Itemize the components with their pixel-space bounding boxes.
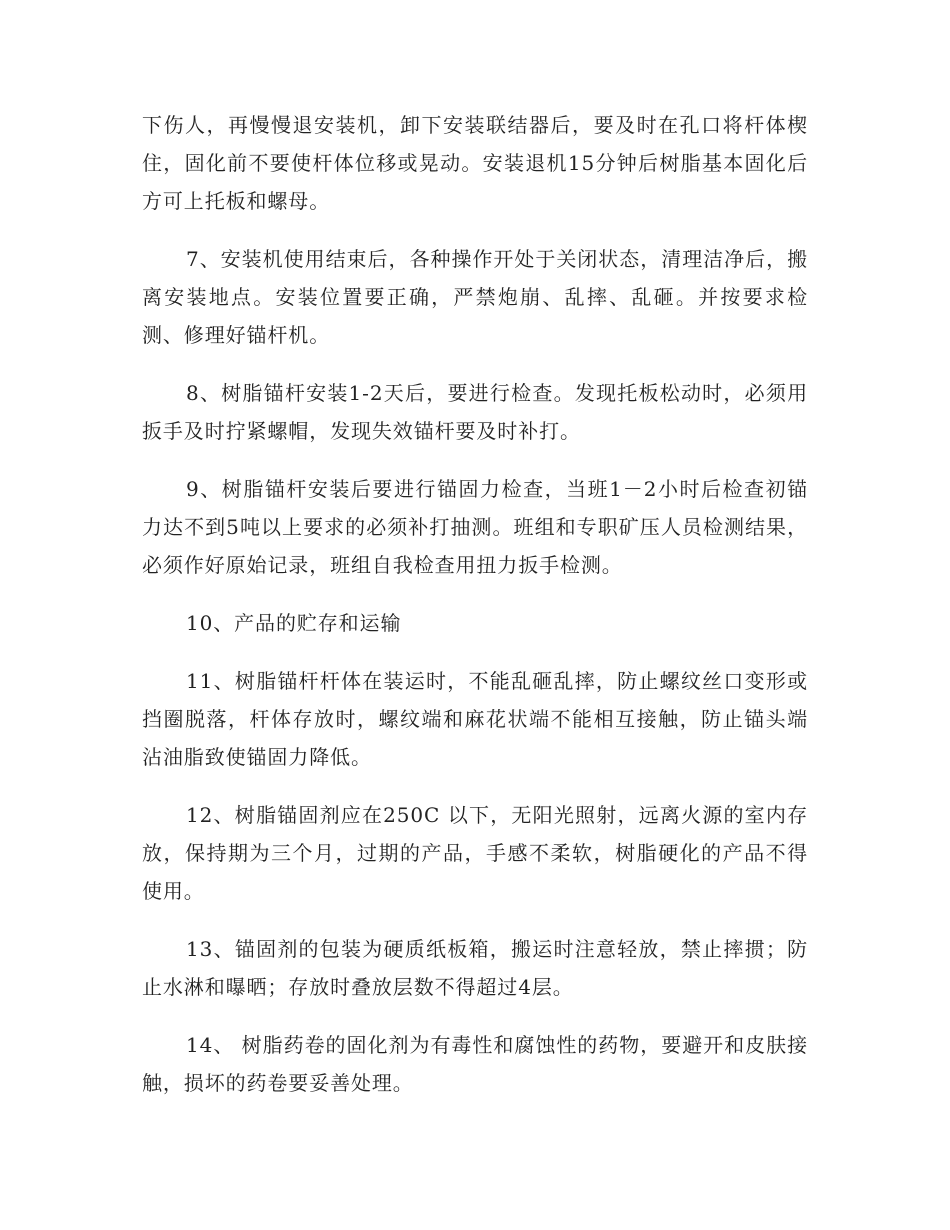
document-body: [142, 106, 808, 1122]
paragraph-continuation: 下伤人，再慢慢退安装机，卸下安装联结器后，要及时在孔口将杆体楔住，固化前不要使杆体位移或晃动。安装退机15分钟后树脂基本固化后方可上托板和螺母。: [142, 113, 808, 213]
section-heading-storage-transport: 10、产品的贮存和运输: [186, 611, 402, 635]
paragraph-item-8: 8、树脂锚杆安装1-2天后，要进行检查。发现托板松动时，必须用扳手及时拧紧螺帽，发现失效锚杆要及时补打。: [142, 381, 808, 443]
paragraph-item-9: 9、树脂锚杆安装后要进行锚固力检查，当班1－2小时后检查初锚力达不到5吨以上要求的必须补打抽测。班组和专职矿压人员检测结果，必须作好原始记录，班组自我检查用扭力扳手检测。: [142, 477, 808, 577]
paragraph-item-13: 13、锚固剂的包装为硬质纸板箱，搬运时注意轻放，禁止摔掼；防止水淋和曝晒；存放时叠放层数不得超过4层。: [142, 937, 808, 999]
paragraph-item-7: 7、安装机使用结束后，各种操作开处于关闭状态，清理洁净后，搬离安装地点。安装位置要正确，严禁炮崩、乱摔、乱砸。并按要求检测、修理好锚杆机。: [142, 247, 808, 347]
paragraph-item-12: 12、树脂锚固剂应在250C 以下，无阳光照射，远离火源的室内存放，保持期为三个月，过期的产品，手感不柔软，树脂硬化的产品不得使用。: [142, 803, 808, 903]
paragraph-item-14: 14、 树脂药卷的固化剂为有毒性和腐蚀性的药物，要避开和皮肤接触，损坏的药卷要妥善处理。: [142, 1033, 808, 1095]
paragraph-item-11: 11、树脂锚杆杆体在装运时，不能乱砸乱摔，防止螺纹丝口变形或挡圈脱落，杆体存放时，螺纹端和麻花状端不能相互接触，防止锚头端沾油脂致使锚固力降低。: [142, 669, 808, 769]
